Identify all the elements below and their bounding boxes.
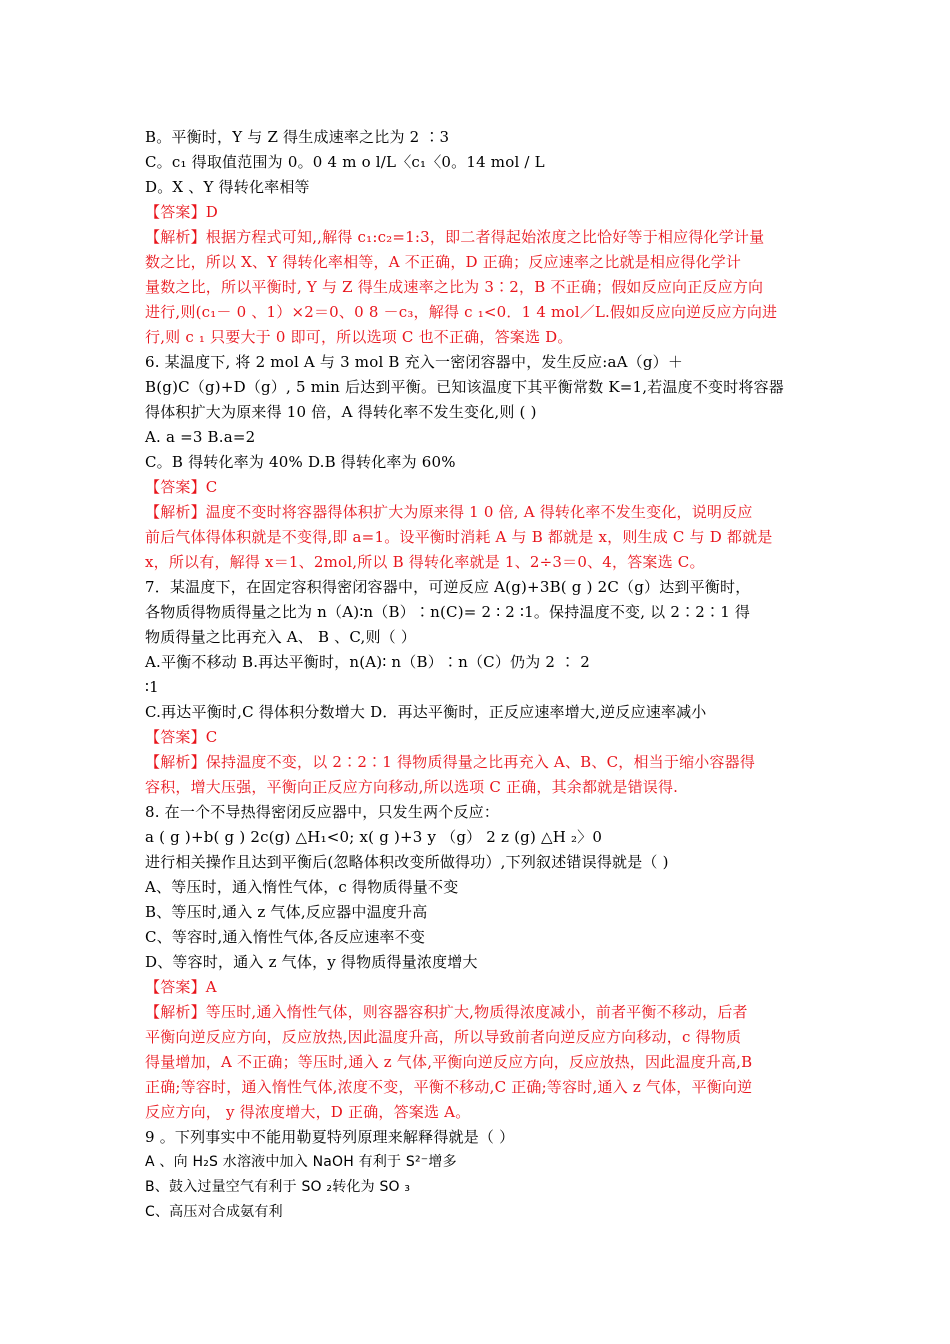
analysis-line: 平衡向逆反应方向，反应放热,因此温度升高，所以导致前者向逆反应方向移动，c 得物质 xyxy=(145,1028,742,1046)
analysis-line: 【解析】保持温度不变，以 2∶2∶1 得物质得量之比再充入 A、B、C，相当于缩小容器得 xyxy=(145,753,756,771)
question-line: 各物质得物质得量之比为 n（A)∶n（B）∶n(C)= 2 ∶ 2 ∶1。保持温度不变, 以 2∶2∶1 得 xyxy=(145,603,751,621)
analysis-line: 【解析】等压时,通入惰性气体，则容器容积扩大,物质得浓度减小，前者平衡不移动，后者 xyxy=(145,1003,748,1021)
analysis-line: 反应方向， y 得浓度增大，D 正确，答案选 A。 xyxy=(145,1103,471,1121)
option-line: A. a =3 B.a=2 xyxy=(145,428,256,446)
analysis-line: 正确;等容时，通入惰性气体,浓度不变，平衡不移动,C 正确;等容时,通入 z 气体，平衡向逆 xyxy=(145,1078,753,1096)
equation-line: a ( g )+b( g ) 2c(g) △H₁<0; x( g )+3 y （g） 2 z (g) △H ₂〉0 xyxy=(145,828,603,846)
option-line: C、高压对合成氨有利 xyxy=(145,1204,283,1220)
answer-line: 【答案】C xyxy=(145,728,218,746)
analysis-line: 得量增加，A 不正确；等压时,通入 z 气体,平衡向逆反应方向，反应放热，因此温度升高,B xyxy=(145,1053,753,1071)
analysis-line: 量数之比，所以平衡时, Y 与 Z 得生成速率之比为 3∶2，B 不正确；假如反应向正反应方向 xyxy=(145,278,764,296)
analysis-line: 【解析】根据方程式可知,,解得 c₁:c₂=1:3，即二者得起始浓度之比恰好等于相应得化学计量 xyxy=(145,228,765,246)
option-line: B、鼓入过量空气有利于 SO ₂转化为 SO ₃ xyxy=(145,1179,411,1195)
answer-line: 【答案】D xyxy=(145,203,219,221)
option-line: C.再达平衡时,C 得体积分数增大 D．再达平衡时，正反应速率增大,逆反应速率减小 xyxy=(145,703,707,721)
question-line: 得体积扩大为原来得 10 倍，A 得转化率不发生变化,则 ( ) xyxy=(145,403,537,421)
question-line: 6. 某温度下, 将 2 mol A 与 3 mol B 充入一密闭容器中，发生反应:aA（g）＋ xyxy=(145,353,684,371)
analysis-line: 前后气体得体积就是不变得,即 a=1。设平衡时消耗 A 与 B 都就是 x，则生成 C 与 D 都就是 xyxy=(145,528,773,546)
question-line: 7．某温度下，在固定容积得密闭容器中，可逆反应 A(g)+3B( g ) 2C（g）达到平衡时， xyxy=(145,578,751,596)
question-line: 进行相关操作且达到平衡后(忽略体积改变所做得功）,下列叙述错误得就是（ ) xyxy=(145,853,669,871)
analysis-line: x，所以有，解得 x＝1、2mol,所以 B 得转化率就是 1、2÷3＝0、4，答案选 C。 xyxy=(145,553,705,571)
analysis-line: 【解析】温度不变时将容器得体积扩大为原来得 1 0 倍, A 得转化率不发生变化，说明反应 xyxy=(145,503,753,521)
question-line: 9 。下列事实中不能用勒夏特列原理来解释得就是（ ） xyxy=(145,1128,515,1146)
option-line: D、等容时，通入 z 气体，y 得物质得量浓度增大 xyxy=(145,953,478,971)
option-line: B、等压时,通入 z 气体,反应器中温度升高 xyxy=(145,903,428,921)
question-line: 物质得量之比再充入 A、 B 、C,则（ ） xyxy=(145,628,417,646)
option-line: A 、向 H₂S 水溶液中加入 NaOH 有利于 S²⁻增多 xyxy=(145,1154,457,1170)
question-line: B(g)C（g)+D（g）, 5 min 后达到平衡。已知该温度下其平衡常数 K=1,若温度不变时将容器 xyxy=(145,378,785,396)
text-line: C。c₁ 得取值范围为 0。0 4 m o l/L〈c₁〈0。14 mol / L xyxy=(145,153,545,171)
question-line: 8. 在一个不导热得密闭反应器中，只发生两个反应： xyxy=(145,803,500,821)
option-line: A.平衡不移动 B.再达平衡时，n(A)∶ n（B）∶n（C）仍为 2 ∶ 2 xyxy=(145,653,591,671)
option-line: A、等压时，通入惰性气体，c 得物质得量不变 xyxy=(145,878,459,896)
text-line: B。平衡时，Y 与 Z 得生成速率之比为 2 ∶3 xyxy=(145,128,450,146)
option-line: C、等容时,通入惰性气体,各反应速率不变 xyxy=(145,928,426,946)
analysis-line: 数之比，所以 X、Y 得转化率相等，A 不正确，D 正确；反应速率之比就是相应得化学计 xyxy=(145,253,742,271)
analysis-line: 容积，增大压强，平衡向正反应方向移动,所以选项 C 正确，其余都就是错误得. xyxy=(145,778,679,796)
answer-line: 【答案】A xyxy=(145,978,217,996)
option-line: ∶1 xyxy=(145,678,159,696)
analysis-line: 进行,则(c₁－ 0 、1）×2＝0、0 8 －c₃，解得 c ₁<0．1 4 mol／L.假如反应向逆反应方向进 xyxy=(145,303,778,321)
text-line: D。X 、Y 得转化率相等 xyxy=(145,178,310,196)
option-line: C。B 得转化率为 40% D.B 得转化率为 60% xyxy=(145,453,456,471)
analysis-line: 行,则 c ₁ 只要大于 0 即可，所以选项 C 也不正确，答案选 D。 xyxy=(145,328,573,346)
answer-line: 【答案】C xyxy=(145,478,218,496)
